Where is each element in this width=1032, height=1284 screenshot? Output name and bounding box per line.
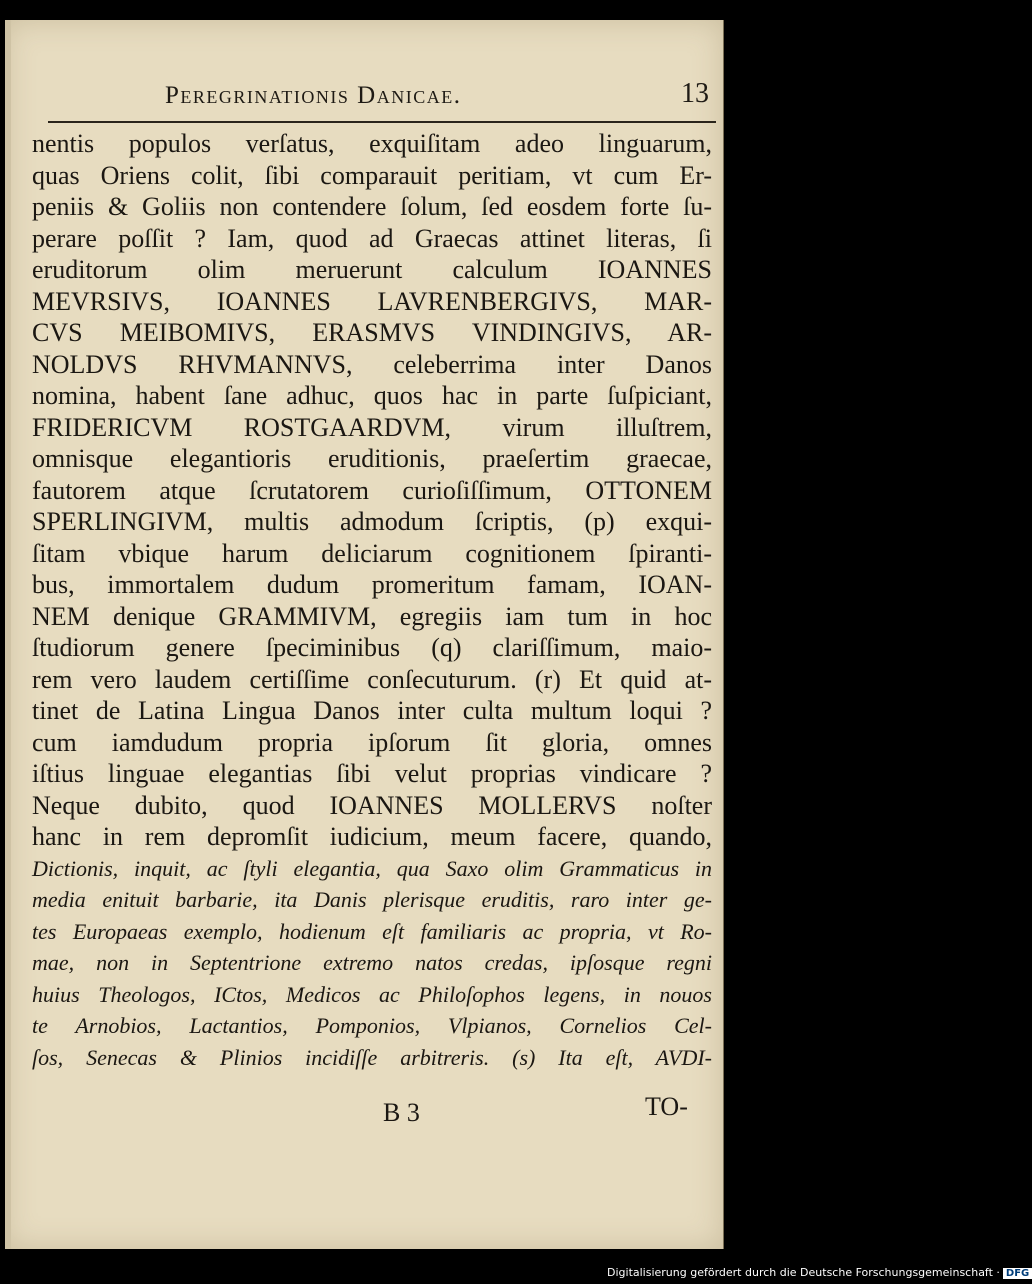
quotation-line: tes Europaeas exemplo, hodienum eſt familiaris ac propria, vt Ro- [32,918,712,944]
catchword: TO- [645,1092,688,1121]
credit-text: Digitalisierung gefördert durch die Deutsche Forschungsgemeinschaft · [607,1266,1000,1279]
text-line: NOLDVS RHVMANNVS, celeberrima inter Danos [32,349,712,379]
running-head: Peregrinationis Danicae. [165,82,462,109]
signature-mark: B 3 [383,1098,420,1127]
quotation-line: Dictionis, inquit, ac ſtyli elegantia, qua Saxo olim Grammaticus in [32,855,712,881]
quotation-line: te Arnobios, Lactantios, Pomponios, Vlpianos, Cornelios Cel- [32,1013,712,1038]
text-line: NEM denique GRAMMIVM, egregiis iam tum in hoc [32,601,712,631]
text-line: MEVRSIVS, IOANNES LAVRENBERGIVS, MAR- [32,286,712,316]
text-line: peniis & Goliis non contendere ſolum, ſed eosdem forte ſu- [32,192,712,221]
text-line: hanc in rem depromſit iudicium, meum facere, quando, [32,822,712,851]
text-line: CVS MEIBOMIVS, ERASMVS VINDINGIVS, AR- [32,318,712,347]
credit-bar [607,1266,1032,1279]
text-line: fautorem atque ſcrutatorem curioſiſſimum, OTTONEM [32,475,712,505]
text-line: SPERLINGIVM, multis admodum ſcriptis, (p) exqui- [32,507,712,536]
text-line: omnisque elegantioris eruditionis, praeſertim graecae, [32,444,712,473]
header-rule [48,121,716,123]
page-number: 13 [681,78,709,109]
page-gutter-edge [5,20,11,1249]
text-line: ſtudiorum genere ſpeciminibus (q) clariſſimum, maio- [32,633,712,662]
text-line: nomina, habent ſane adhuc, quos hac in parte ſuſpiciant, [32,381,712,410]
text-line: cum iamdudum propria ipſorum ſit gloria, omnes [32,727,712,757]
quotation-line: media enituit barbarie, ita Danis plerisque eruditis, raro inter ge- [32,887,712,912]
text-line: bus, immortalem dudum promeritum famam, IOAN- [32,570,712,599]
text-line: iſtius linguae elegantias ſibi velut proprias vindicare ? [32,759,712,788]
text-line: eruditorum olim meruerunt calculum IOANNES [32,255,712,284]
text-line: Neque dubito, quod IOANNES MOLLERVS noſter [32,790,712,820]
text-line: perare poſſit ? Iam, quod ad Graecas attinet literas, ſi [32,223,712,253]
quotation-line: mae, non in Septentrione extremo natos credas, ipſosque regni [32,950,712,975]
text-line: quas Oriens colit, ſibi comparauit peritiam, vt cum Er- [32,160,712,190]
dfg-logo: DFG [1003,1268,1032,1279]
book-page [5,20,724,1249]
text-line: tinet de Latina Lingua Danos inter culta multum loqui ? [32,696,712,725]
text-line: nentis populos verſatus, exquiſitam adeo linguarum, [32,129,712,158]
body-text [32,128,712,1073]
text-line: rem vero laudem certiſſime conſecuturum. (r) Et quid at- [32,664,712,694]
quotation-line: huius Theologos, ICtos, Medicos ac Philoſophos legens, in nouos [32,981,712,1007]
quotation-line: ſos, Senecas & Plinios incidiſſe arbitreris. (s) Ita eſt, AVDI- [32,1044,712,1070]
text-line: ſitam vbique harum deliciarum cognitionem ſpiranti- [32,538,712,568]
text-line: FRIDERICVM ROSTGAARDVM, virum illuſtrem, [32,412,712,442]
